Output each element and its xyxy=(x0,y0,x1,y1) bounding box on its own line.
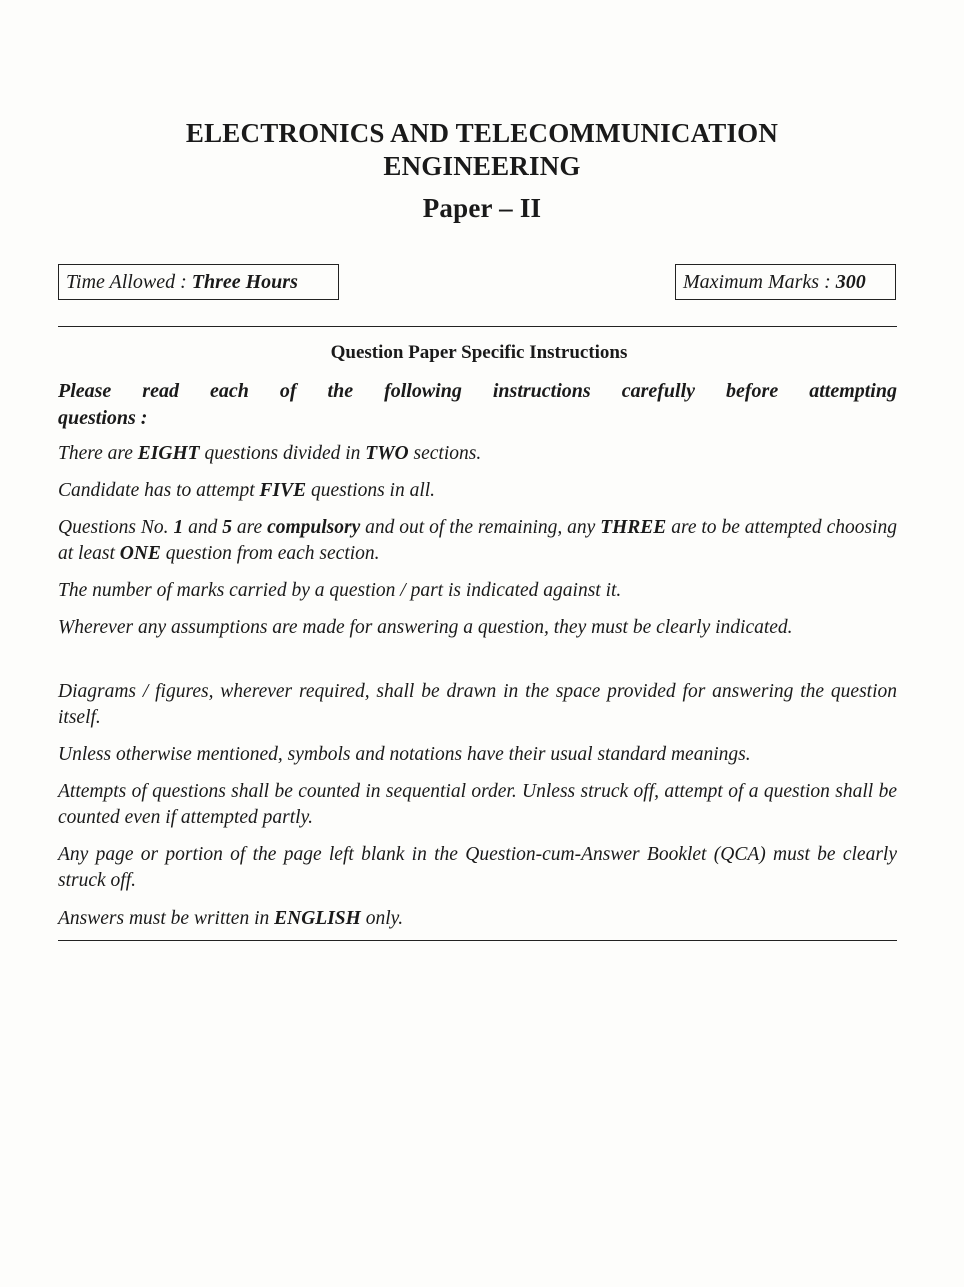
instruction-text: and out of the remaining, any xyxy=(360,517,601,538)
instruction-item-language xyxy=(58,906,897,932)
instruction-text: Questions No. xyxy=(58,517,174,538)
instruction-text: questions in all. xyxy=(306,480,436,501)
instruction-item-sections xyxy=(58,441,897,467)
instruction-item-blank-pages: Any page or portion of the page left blank in the Question-cum-Answer Booklet (QCA) must be clearly struck off. xyxy=(58,844,897,891)
instruction-emphasis: 1 xyxy=(173,517,184,538)
paper-number: Paper – II xyxy=(422,193,542,223)
instruction-text: Answers must be written in xyxy=(58,908,275,929)
subject-title-line2: ENGINEERING xyxy=(383,151,581,181)
instruction-emphasis: FIVE xyxy=(259,480,307,501)
instruction-item-marks: The number of marks carried by a question / part is indicated against it. xyxy=(58,580,622,601)
maximum-marks-box xyxy=(675,264,896,300)
instructions-heading: Question Paper Specific Instructions xyxy=(330,342,628,363)
subject-title-line1: ELECTRONICS AND TELECOMMUNICATION xyxy=(185,118,779,148)
maximum-marks-label: Maximum Marks : xyxy=(683,271,836,293)
instruction-emphasis: EIGHT xyxy=(137,443,200,464)
instruction-emphasis: TWO xyxy=(365,443,409,464)
time-allowed-box xyxy=(58,264,339,300)
instruction-emphasis: THREE xyxy=(600,517,667,538)
time-allowed-value: Three Hours xyxy=(191,271,298,293)
instruction-text: sections. xyxy=(408,443,482,464)
instruction-emphasis: ENGLISH xyxy=(274,908,361,929)
instruction-text: question from each section. xyxy=(160,543,380,564)
time-allowed-label: Time Allowed : xyxy=(66,271,192,293)
instruction-item-sequential-order: Attempts of questions shall be counted in sequential order. Unless struck off, attempt of a question shall be counted even if attempted partly. xyxy=(58,781,897,828)
instruction-text: only. xyxy=(360,908,404,929)
instruction-text: are xyxy=(232,517,268,538)
instructions-lead-line1: Please read each of the following instructions carefully before attempting xyxy=(58,380,897,402)
instructions-lead-line2: questions : xyxy=(58,407,148,429)
instructions-lead xyxy=(58,378,897,432)
instruction-text: questions divided in xyxy=(199,443,366,464)
instruction-text: and xyxy=(183,517,223,538)
instruction-item-diagrams: Diagrams / figures, wherever required, shall be drawn in the space provided for answering the question itself. xyxy=(58,681,897,728)
instruction-item-compulsory xyxy=(58,515,897,567)
instruction-item-attempt-count xyxy=(58,478,897,504)
instruction-text: are to be attempted choosing at least xyxy=(58,517,897,564)
instruction-item-assumptions: Wherever any assumptions are made for answering a question, they must be clearly indicated. xyxy=(58,617,793,638)
instruction-text: Candidate has to attempt xyxy=(58,480,260,501)
instruction-emphasis: ONE xyxy=(119,543,161,564)
instruction-emphasis: 5 xyxy=(222,517,232,538)
instruction-emphasis: compulsory xyxy=(267,517,361,538)
maximum-marks-value: 300 xyxy=(835,271,866,293)
instruction-item-symbols: Unless otherwise mentioned, symbols and notations have their usual standard meanings. xyxy=(58,744,751,765)
top-divider xyxy=(58,326,897,327)
instruction-text: There are xyxy=(58,443,138,464)
bottom-divider xyxy=(58,940,897,941)
